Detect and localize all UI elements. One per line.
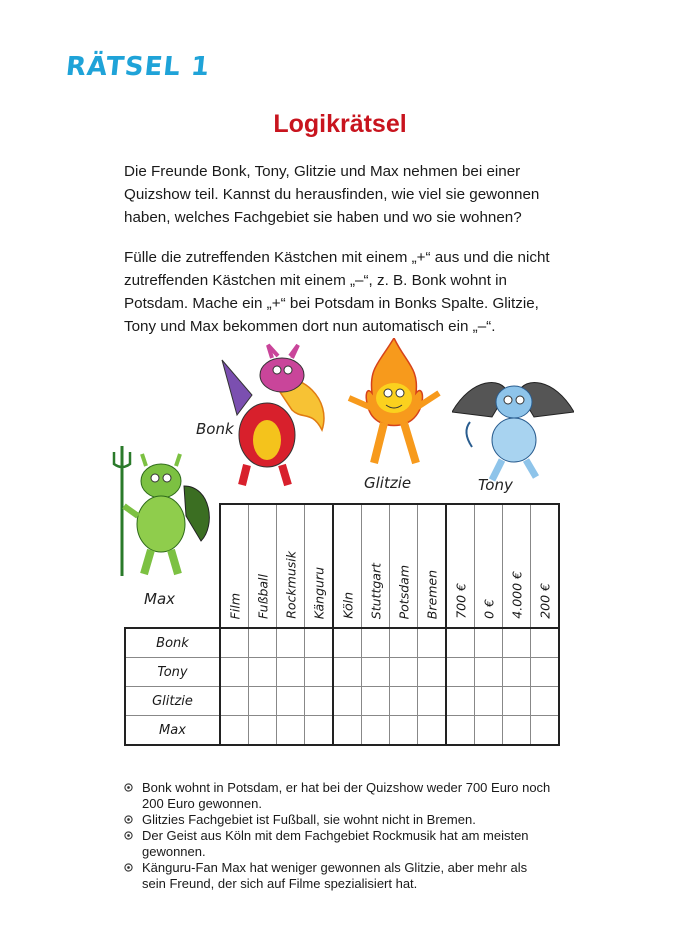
col-header-label: 4.000 € xyxy=(509,571,524,619)
grid-cell[interactable] xyxy=(249,687,277,716)
grid-row-bonk xyxy=(125,628,559,658)
spiral-bullet-icon xyxy=(124,831,133,840)
bonk-name-label: Bonk xyxy=(196,420,234,438)
grid-row-tony xyxy=(125,658,559,687)
spiral-bullet-icon xyxy=(124,783,133,792)
col-header-label: 0 € xyxy=(481,599,496,619)
grid-cell[interactable] xyxy=(362,716,390,746)
grid-cell[interactable] xyxy=(418,687,447,716)
col-header-label: Känguru xyxy=(311,566,326,619)
grid-cell[interactable] xyxy=(446,716,475,746)
grid-cell[interactable] xyxy=(305,628,334,658)
grid-cell[interactable] xyxy=(390,658,418,687)
row-label: Tony xyxy=(125,658,220,687)
clue-item xyxy=(124,780,554,812)
grid-cell[interactable] xyxy=(249,716,277,746)
col-header-label: Film xyxy=(227,592,242,619)
max-name-label: Max xyxy=(144,590,176,608)
col-header-4000 xyxy=(503,504,531,628)
row-label: Glitzie xyxy=(125,687,220,716)
col-header-label: 200 € xyxy=(537,583,552,619)
grid-cell[interactable] xyxy=(277,658,305,687)
grid-cell[interactable] xyxy=(362,628,390,658)
col-header-label: Stuttgart xyxy=(368,562,383,619)
col-header-stuttgart xyxy=(362,504,390,628)
clue-item xyxy=(124,828,554,860)
grid-cell[interactable] xyxy=(475,716,503,746)
col-header-label: Potsdam xyxy=(396,564,411,619)
col-header-label: Bremen xyxy=(424,569,439,619)
grid-cell[interactable] xyxy=(277,716,305,746)
grid-cell[interactable] xyxy=(333,628,362,658)
grid-corner xyxy=(125,504,220,628)
grid-cell[interactable] xyxy=(220,716,249,746)
col-header-potsdam xyxy=(390,504,418,628)
glitzie-flame-illustration xyxy=(344,338,444,468)
grid-row-glitzie xyxy=(125,687,559,716)
grid-cell[interactable] xyxy=(475,628,503,658)
grid-row-max xyxy=(125,716,559,746)
col-header-bremen xyxy=(418,504,447,628)
grid-cell[interactable] xyxy=(277,628,305,658)
spiral-bullet-icon xyxy=(124,863,133,872)
grid-cell[interactable] xyxy=(446,628,475,658)
row-label: Bonk xyxy=(125,628,220,658)
grid-cell[interactable] xyxy=(390,628,418,658)
grid-cell[interactable] xyxy=(503,628,531,658)
intro-paragraph-1: Die Freunde Bonk, Tony, Glitzie und Max nehmen bei einer Quizshow teil. Kannst du herausfinden, wie viel sie gewonnen haben, welches Fachgebiet sie haben und wo sie wohnen? xyxy=(124,163,540,226)
grid-cell[interactable] xyxy=(418,716,447,746)
grid-cell[interactable] xyxy=(418,628,447,658)
col-header-film xyxy=(220,504,249,628)
clue-text: Der Geist aus Köln mit dem Fachgebiet Rockmusik hat am meisten gewonnen. xyxy=(142,828,529,859)
grid-cell[interactable] xyxy=(249,658,277,687)
grid-cell[interactable] xyxy=(503,658,531,687)
grid-cell[interactable] xyxy=(446,687,475,716)
grid-cell[interactable] xyxy=(333,687,362,716)
bonk-dragon-illustration xyxy=(212,340,332,488)
col-header-rockmusik xyxy=(277,504,305,628)
col-header-kaenguru xyxy=(305,504,334,628)
grid-cell[interactable] xyxy=(531,658,560,687)
grid-cell[interactable] xyxy=(333,716,362,746)
col-header-700 xyxy=(446,504,475,628)
grid-cell[interactable] xyxy=(475,687,503,716)
grid-cell[interactable] xyxy=(220,687,249,716)
logic-grid xyxy=(124,503,560,746)
col-header-0 xyxy=(475,504,503,628)
grid-cell[interactable] xyxy=(418,658,447,687)
clue-item xyxy=(124,812,554,828)
intro-paragraph-2: Fülle die zutreffenden Kästchen mit einem „+“ aus und die nicht zutreffenden Kästchen mit einem „–“, z. B. Bonk wohnt in Potsdam. Mache ein „+“ bei Potsdam in Bonks Spalte. Glitzie, Tony und Max bekommen dort nun automatisch ein „–“. xyxy=(124,249,550,335)
clue-text: Känguru-Fan Max hat weniger gewonnen als Glitzie, aber mehr als sein Freund, der sich auf Filme spezialisiert hat. xyxy=(142,860,528,891)
grid-cell[interactable] xyxy=(305,687,334,716)
glitzie-name-label: Glitzie xyxy=(364,474,412,492)
grid-cell[interactable] xyxy=(362,658,390,687)
col-header-label: Rockmusik xyxy=(283,551,298,619)
grid-cell[interactable] xyxy=(475,658,503,687)
col-header-fussball xyxy=(249,504,277,628)
grid-cell[interactable] xyxy=(249,628,277,658)
clue-item xyxy=(124,860,554,892)
tony-name-label: Tony xyxy=(478,476,513,494)
clue-text: Bonk wohnt in Potsdam, er hat bei der Quizshow weder 700 Euro noch 200 Euro gewonnen. xyxy=(142,780,551,811)
col-header-label: Fußball xyxy=(255,573,270,619)
grid-cell[interactable] xyxy=(531,716,560,746)
page-title: Logikrätsel xyxy=(273,110,407,138)
grid-cell[interactable] xyxy=(390,687,418,716)
clue-list xyxy=(124,780,554,892)
col-header-label: Köln xyxy=(340,592,355,619)
clue-text: Glitzies Fachgebiet ist Fußball, sie wohnt nicht in Bremen. xyxy=(142,812,476,827)
grid-header-row xyxy=(125,504,559,628)
grid-cell[interactable] xyxy=(503,716,531,746)
grid-cell[interactable] xyxy=(277,687,305,716)
col-header-label: 700 € xyxy=(453,583,468,619)
col-header-200 xyxy=(531,504,560,628)
grid-cell[interactable] xyxy=(220,658,249,687)
grid-cell[interactable] xyxy=(531,628,560,658)
grid-cell[interactable] xyxy=(220,628,249,658)
row-label: Max xyxy=(125,716,220,746)
grid-cell[interactable] xyxy=(305,716,334,746)
puzzle-number-label: RÄTSEL 1 xyxy=(64,52,212,82)
grid-cell[interactable] xyxy=(333,658,362,687)
grid-cell[interactable] xyxy=(362,687,390,716)
tony-devil-illustration xyxy=(452,372,574,482)
grid-cell[interactable] xyxy=(446,658,475,687)
spiral-bullet-icon xyxy=(124,815,133,824)
col-header-koeln xyxy=(333,504,362,628)
grid-cell[interactable] xyxy=(531,687,560,716)
grid-cell[interactable] xyxy=(503,687,531,716)
grid-cell[interactable] xyxy=(305,658,334,687)
grid-cell[interactable] xyxy=(390,716,418,746)
